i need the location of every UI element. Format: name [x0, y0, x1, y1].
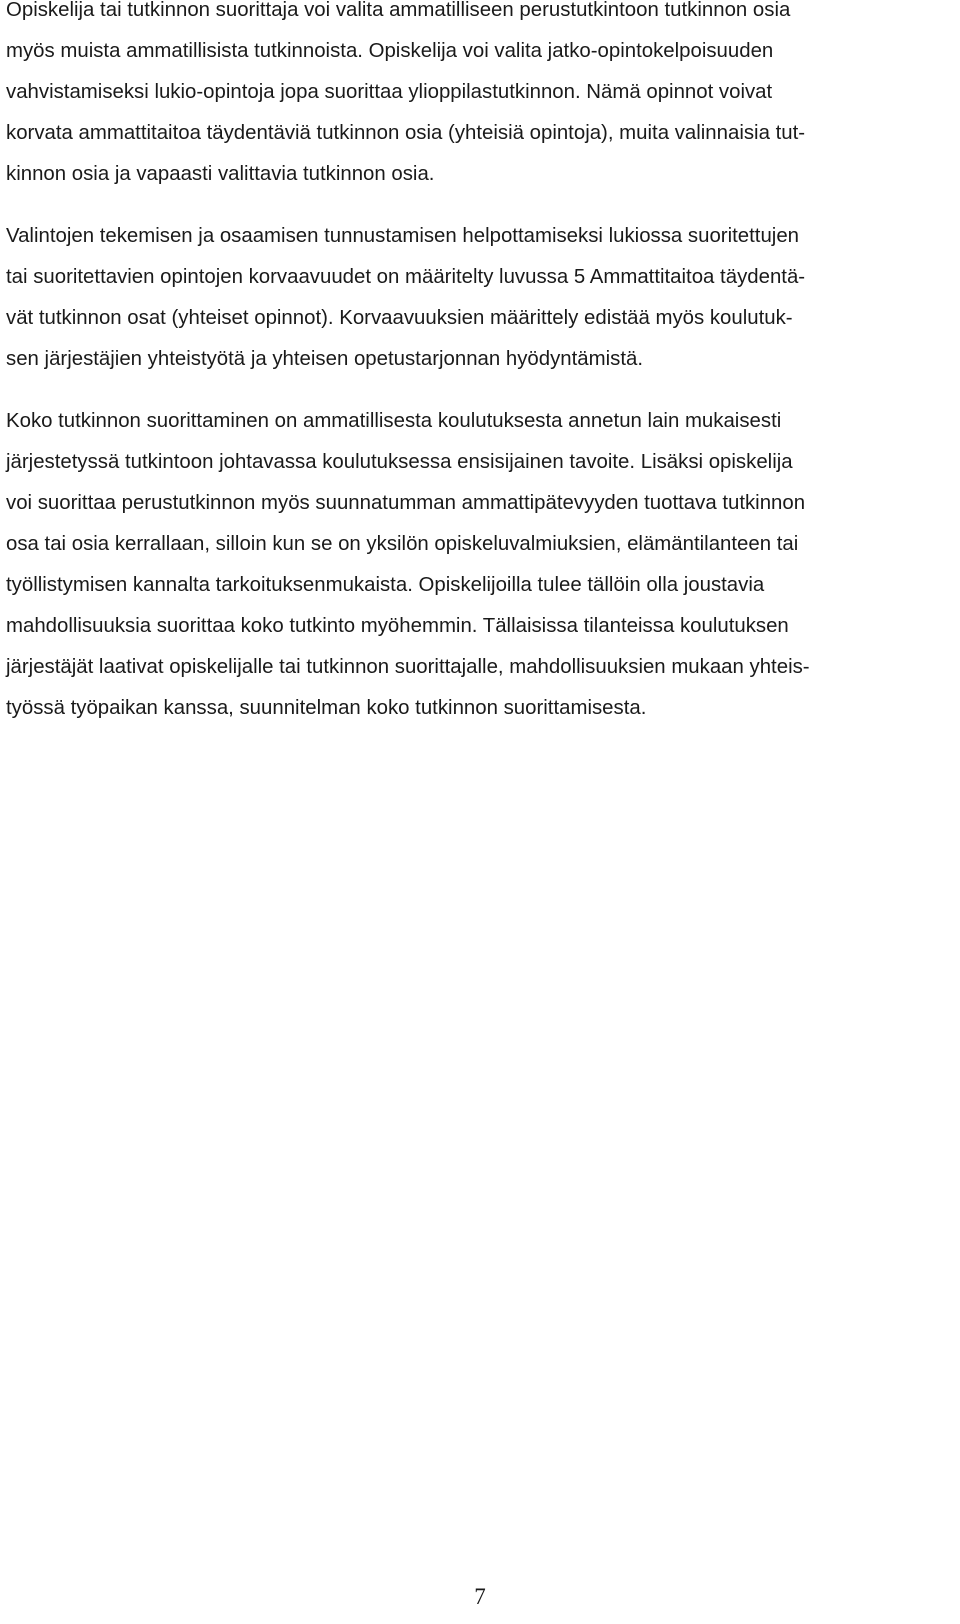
- text-line: kinnon osia ja vapaasti valittavia tutkinnon osia.: [6, 163, 435, 185]
- text-line: korvata ammattitaitoa täydentäviä tutkinnon osia (yhteisiä opintoja), muita valinnaisia tut-: [6, 122, 806, 144]
- paragraph-3: [6, 401, 936, 729]
- text-line: työssä työpaikan kanssa, suunnitelman koko tutkinnon suorittamisesta.: [6, 697, 647, 719]
- paragraph-2: [6, 216, 936, 380]
- text-line: järjestetyssä tutkintoon johtavassa koulutuksessa ensisijainen tavoite. Lisäksi opiskelija: [6, 451, 793, 473]
- text-line: Koko tutkinnon suorittaminen on ammatillisesta koulutuksesta annetun lain mukaisesti: [6, 410, 782, 432]
- text-line: myös muista ammatillisista tutkinnoista. Opiskelija voi valita jatko-opintokelpoisuuden: [6, 40, 774, 62]
- text-line: vahvistamiseksi lukio-opintoja jopa suorittaa ylioppilastutkinnon. Nämä opinnot voivat: [6, 81, 773, 103]
- text-line: sen järjestäjien yhteistyötä ja yhteisen opetustarjonnan hyödyntämistä.: [6, 348, 644, 370]
- page-number: 7: [474, 1584, 486, 1609]
- text-line: voi suorittaa perustutkinnon myös suunnatumman ammattipätevyyden tuottava tutkinnon: [6, 492, 806, 514]
- text-line: tai suoritettavien opintojen korvaavuudet on määritelty luvussa 5 Ammattitaitoa täydentä-: [6, 266, 806, 288]
- text-line: Valintojen tekemisen ja osaamisen tunnustamisen helpottamiseksi lukiossa suoritettujen: [6, 225, 800, 247]
- text-line: osa tai osia kerrallaan, silloin kun se on yksilön opiskeluvalmiuksien, elämäntilanteen tai: [6, 533, 799, 555]
- text-line: mahdollisuuksia suorittaa koko tutkinto myöhemmin. Tällaisissa tilanteissa koulutuksen: [6, 615, 789, 637]
- text-line: työllistymisen kannalta tarkoituksenmukaista. Opiskelijoilla tulee tällöin olla joustavia: [6, 574, 765, 596]
- text-line: Opiskelija tai tutkinnon suorittaja voi valita ammatilliseen perustutkintoon tutkinnon osia: [6, 0, 791, 21]
- paragraph-1: [6, 0, 936, 195]
- text-line: järjestäjät laativat opiskelijalle tai tutkinnon suorittajalle, mahdollisuuksien mukaan yhteis-: [6, 656, 810, 678]
- text-line: vät tutkinnon osat (yhteiset opinnot). Korvaavuuksien määrittely edistää myös koulutuk-: [6, 307, 793, 329]
- document-page: [6, 0, 936, 729]
